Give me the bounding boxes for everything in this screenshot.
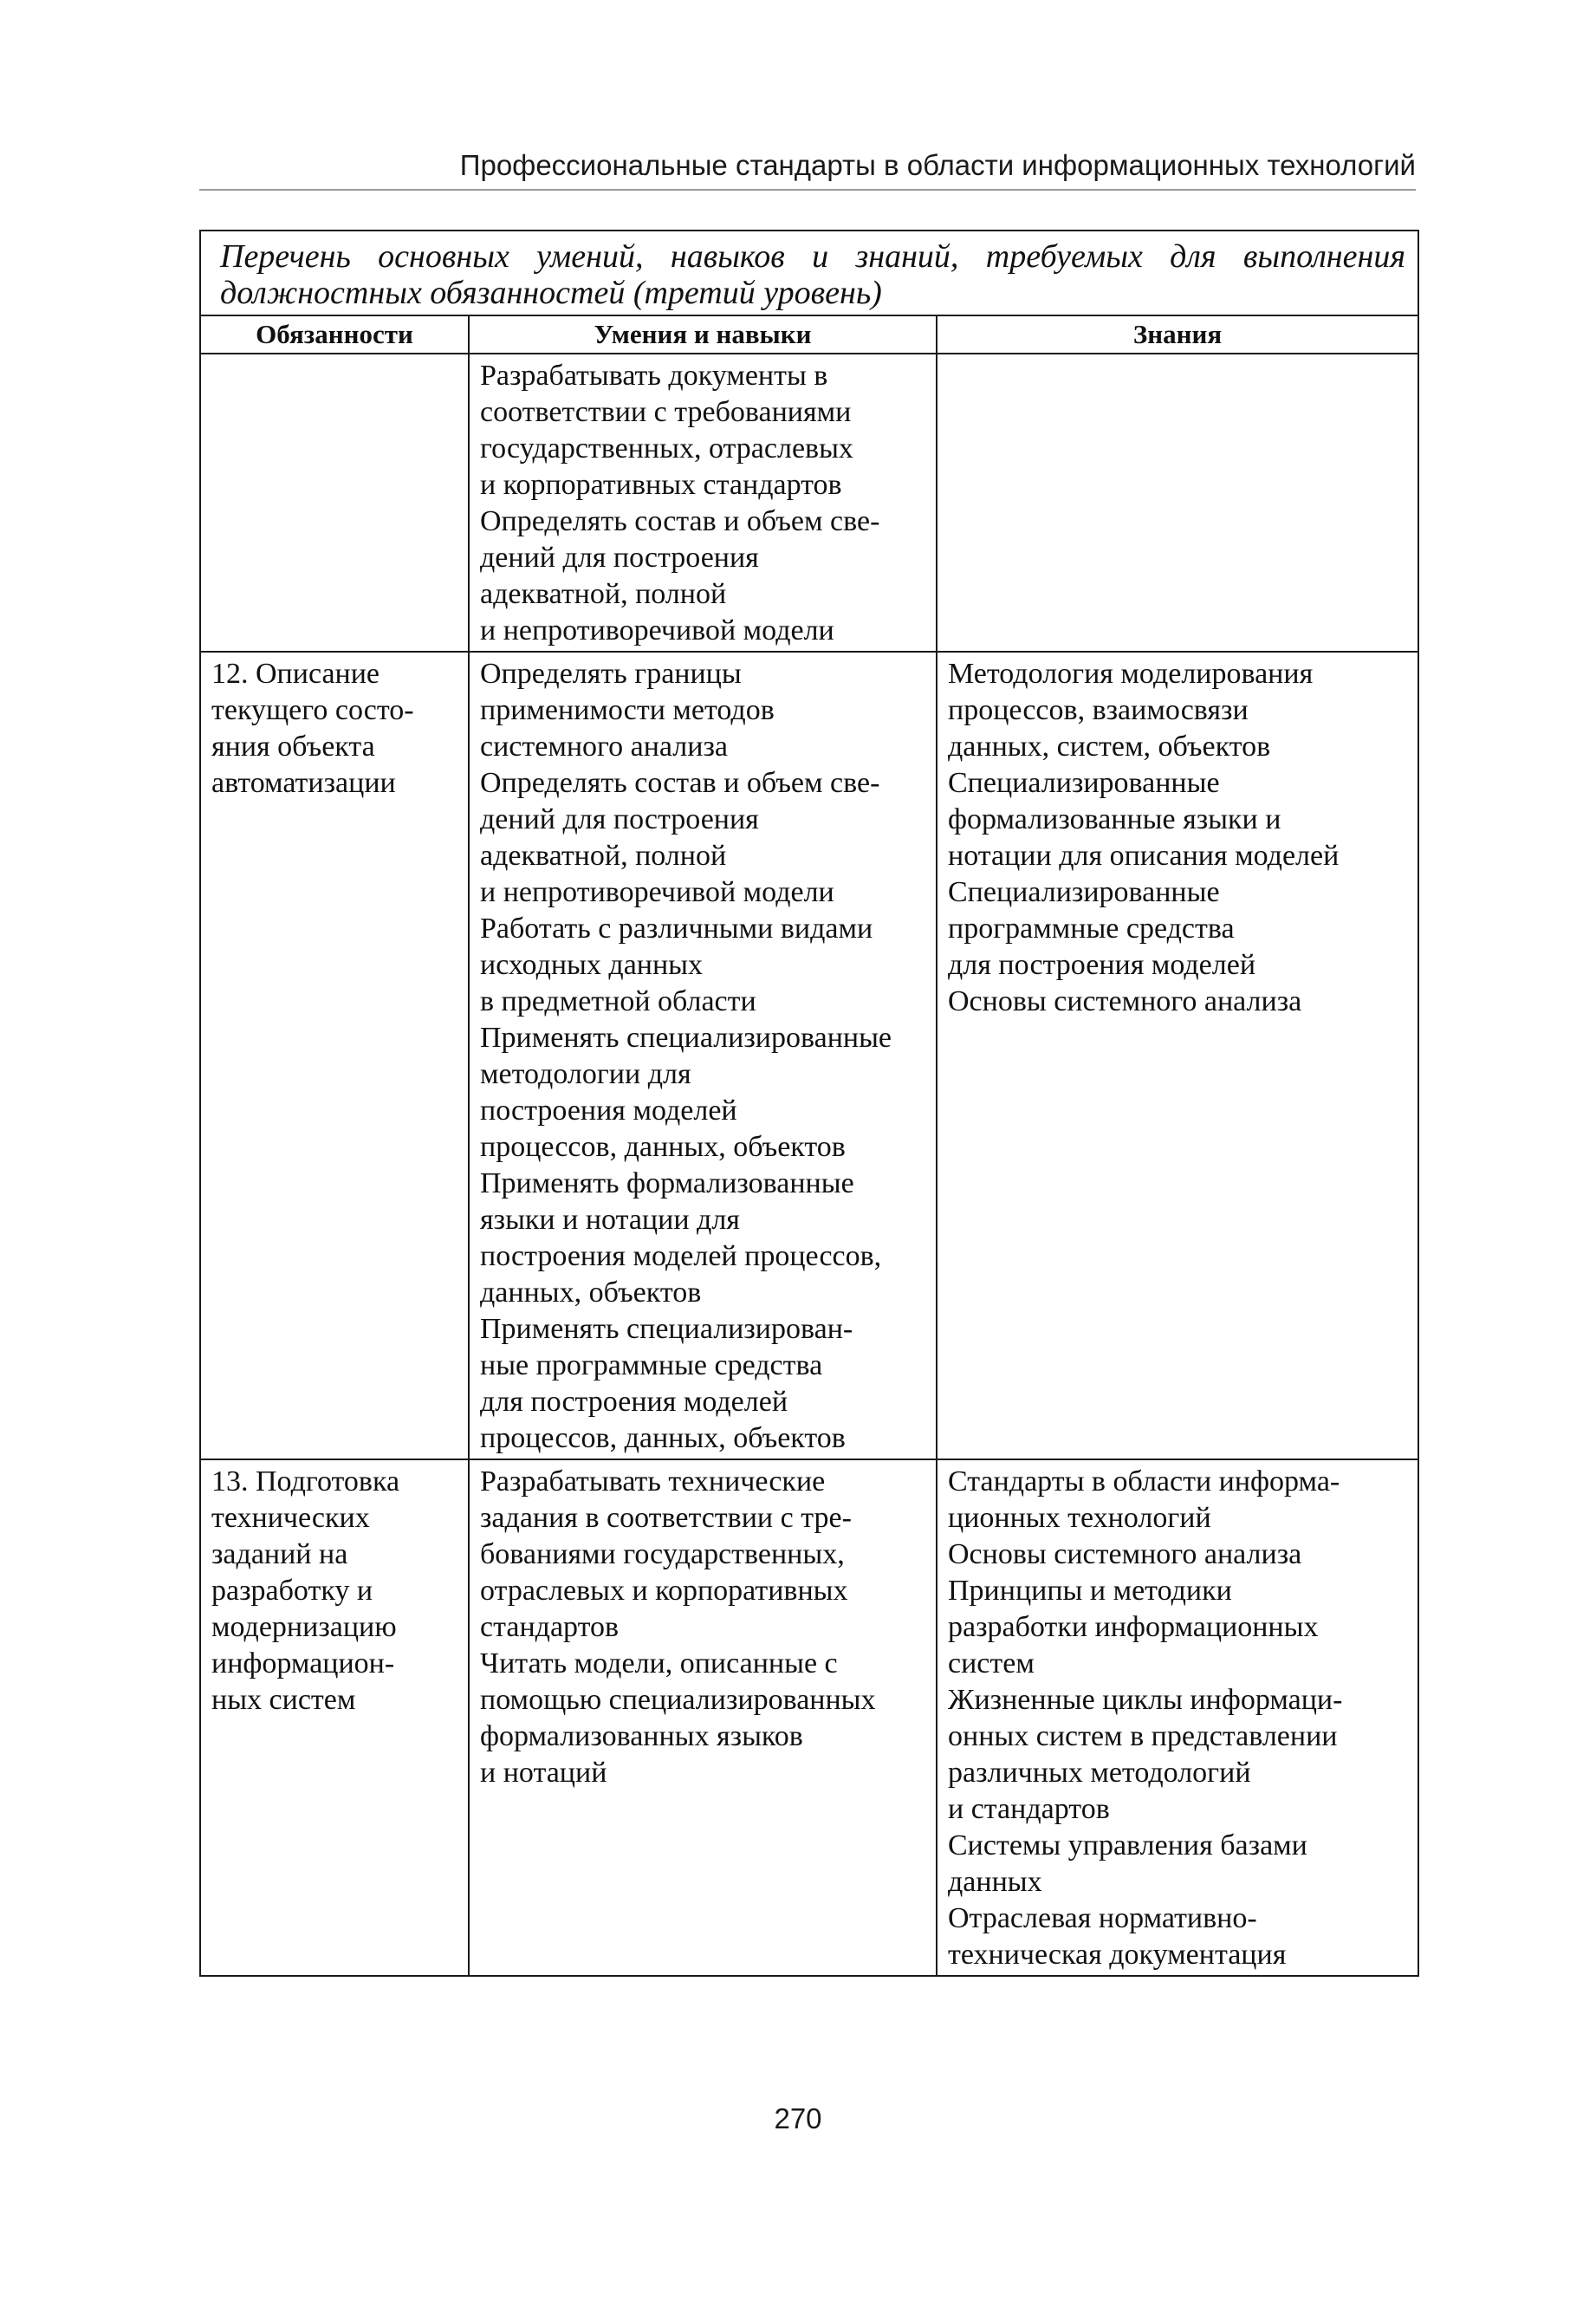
cell-text-line: систем xyxy=(948,1647,1035,1680)
cell-text-line: для построения моделей xyxy=(948,949,1256,981)
cell-text-line: информацион- xyxy=(211,1647,395,1680)
cell-text-line: 13. Подготовка xyxy=(211,1465,400,1498)
cell-text-line: ционных технологий xyxy=(948,1502,1211,1534)
cell-text-line: Применять формализованные xyxy=(480,1167,854,1199)
column-header-duties: Обязанности xyxy=(200,315,469,354)
cell-text-line: техническая документация xyxy=(948,1939,1287,1971)
cell-text-line: дений для построения xyxy=(480,542,759,574)
cell-text-line: и непротиворечивой модели xyxy=(480,876,834,908)
duty-cell xyxy=(200,652,469,1459)
cell-text-line: построения моделей процессов, xyxy=(480,1240,882,1272)
table-caption-row xyxy=(200,231,1418,315)
cell-text-line: ных систем xyxy=(211,1684,356,1716)
cell-text-line: процессов, данных, объектов xyxy=(480,1131,846,1163)
cell-text-line: соответствии с требованиями xyxy=(480,396,852,428)
table-caption: Перечень основных умений, навыков и знаний, требуемых для выполнения должностных обязанностей (третий уровень) xyxy=(200,231,1418,315)
cell-text-line: процессов, взаимосвязи xyxy=(948,694,1249,726)
cell-text-line: Применять специализированные xyxy=(480,1022,892,1054)
knowledge-cell xyxy=(937,1459,1418,1976)
cell-text-line: автоматизации xyxy=(211,767,396,799)
cell-text-line: данных, систем, объектов xyxy=(948,731,1271,763)
cell-text-line: программные средства xyxy=(948,913,1235,945)
cell-text-line: и корпоративных стандартов xyxy=(480,469,842,501)
knowledge-cell xyxy=(937,354,1418,652)
cell-text-line: применимости методов xyxy=(480,694,775,726)
knowledge-cell xyxy=(937,652,1418,1459)
cell-text-line: яния объекта xyxy=(211,731,375,763)
cell-text-line: стандартов xyxy=(480,1611,620,1643)
duty-cell xyxy=(200,354,469,652)
cell-text-line: Системы управления базами xyxy=(948,1829,1307,1861)
cell-text-line: отраслевых и корпоративных xyxy=(480,1575,848,1607)
cell-text-line: Методология моделирования xyxy=(948,658,1314,690)
cell-text-line: технических xyxy=(211,1502,370,1534)
cell-text-line: Специализированные xyxy=(948,767,1220,799)
cell-text-line: разработки информационных xyxy=(948,1611,1319,1643)
cell-text-line: построения моделей xyxy=(480,1095,737,1127)
cell-text-line: Специализированные xyxy=(948,876,1220,908)
skills-cell xyxy=(469,1459,937,1976)
cell-text-line: системного анализа xyxy=(480,731,728,763)
cell-text-line: текущего состо- xyxy=(211,694,414,726)
cell-text-line: данных, объектов xyxy=(480,1277,702,1309)
cell-text-line: Основы системного анализа xyxy=(948,1538,1302,1570)
page-number: 270 xyxy=(774,2102,822,2134)
cell-text-line: Определять состав и объем све- xyxy=(480,767,880,799)
cell-text-line: адекватной, полной xyxy=(480,840,727,872)
cell-text-line: помощью специализированных xyxy=(480,1684,876,1716)
table-row xyxy=(200,354,1418,652)
cell-text-line: и стандартов xyxy=(948,1793,1110,1825)
cell-text-line: ные программные средства xyxy=(480,1349,823,1381)
cell-text-line: Определять границы xyxy=(480,658,742,690)
cell-text-line: формализованные языки и xyxy=(948,803,1281,835)
cell-text-line: Определять состав и объем све- xyxy=(480,505,880,537)
cell-text-line: для построения моделей xyxy=(480,1386,788,1418)
cell-text-line: формализованных языков xyxy=(480,1720,803,1752)
cell-text-line: 12. Описание xyxy=(211,658,380,690)
cell-text-line: Жизненные циклы информаци- xyxy=(948,1684,1343,1716)
cell-text-line: Основы системного анализа xyxy=(948,985,1302,1017)
cell-text-line: и нотаций xyxy=(480,1757,607,1789)
column-header-skills: Умения и навыки xyxy=(469,315,937,354)
cell-text-line: онных систем в представлении xyxy=(948,1720,1338,1752)
cell-text-line: государственных, отраслевых xyxy=(480,432,853,465)
cell-text-line: Разрабатывать документы в xyxy=(480,360,828,392)
duty-cell xyxy=(200,1459,469,1976)
table-header-row xyxy=(200,315,1418,354)
column-header-knowledge: Знания xyxy=(937,315,1418,354)
competency-table xyxy=(199,230,1419,1977)
running-header: Профессиональные стандарты в области информационных технологий xyxy=(199,147,1416,191)
cell-text-line: Стандарты в области информа- xyxy=(948,1465,1340,1498)
cell-text-line: Принципы и методики xyxy=(948,1575,1232,1607)
cell-text-line: задания в соответствии с тре- xyxy=(480,1502,852,1534)
table-row xyxy=(200,652,1418,1459)
table-row xyxy=(200,1459,1418,1976)
cell-text-line: Отраслевая нормативно- xyxy=(948,1902,1257,1934)
skills-cell xyxy=(469,354,937,652)
cell-text-line: Работать с различными видами xyxy=(480,913,873,945)
cell-text-line: различных методологий xyxy=(948,1757,1251,1789)
cell-text-line: дений для построения xyxy=(480,803,759,835)
cell-text-line: Читать модели, описанные с xyxy=(480,1647,838,1680)
cell-text-line: Применять специализирован- xyxy=(480,1313,853,1345)
table-body xyxy=(200,354,1418,1976)
cell-text-line: модернизацию xyxy=(211,1611,397,1643)
cell-text-line: нотации для описания моделей xyxy=(948,840,1340,872)
cell-text-line: заданий на xyxy=(211,1538,348,1570)
cell-text-line: и непротиворечивой модели xyxy=(480,614,834,646)
cell-text-line: Разрабатывать технические xyxy=(480,1465,826,1498)
skills-cell xyxy=(469,652,937,1459)
cell-text-line: в предметной области xyxy=(480,985,756,1017)
cell-text-line: языки и нотации для xyxy=(480,1204,740,1236)
cell-text-line: данных xyxy=(948,1866,1042,1898)
cell-text-line: методологии для xyxy=(480,1058,691,1090)
cell-text-line: исходных данных xyxy=(480,949,704,981)
cell-text-line: разработку и xyxy=(211,1575,373,1607)
cell-text-line: адекватной, полной xyxy=(480,578,727,610)
cell-text-line: процессов, данных, объектов xyxy=(480,1422,846,1454)
cell-text-line: бованиями государственных, xyxy=(480,1538,845,1570)
